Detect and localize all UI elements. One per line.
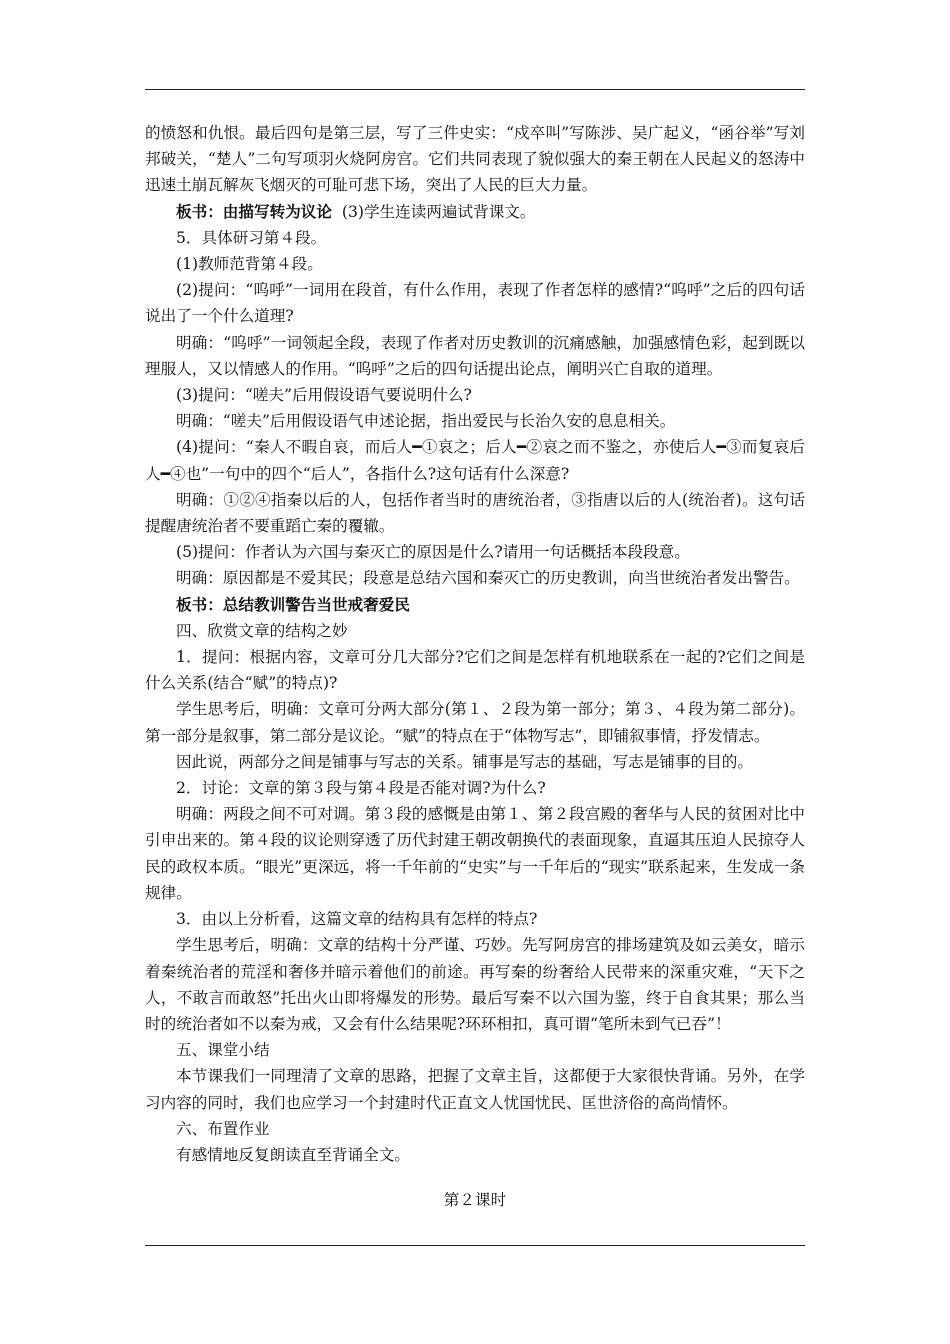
paragraph: 明确：原因都是不爱其民；段意是总结六国和秦灭亡的历史教训，向当世统治者发出警告。 — [176, 569, 800, 588]
paragraph: 明确：两段之间不可对调。第３段的感慨是由第１、第２段宫殿的奢华与人民的贫困对比中引申出来的。第４段的议论则穿透了历代封建王朝改朝换代的表面现象，直逼其压迫人民掠夺人民的政权本质。“眼光”更深远，将一千年前的“史实”与一千年后的“现实”联系起来，生发成一条规律。 — [145, 805, 805, 902]
header-rule — [145, 89, 805, 90]
section-heading: 五、课堂小结 — [176, 1041, 270, 1060]
board-note-label: 板书：由描写转为议论 — [176, 201, 332, 221]
lesson-period-label: 第２课时 — [443, 1191, 507, 1209]
paragraph: 3．由以上分析看，这篇文章的结构具有怎样的特点? — [176, 910, 538, 929]
paragraph: 明确：“嗟夫”后用假设语气申述论据，指出爱民与长治久安的息息相关。 — [176, 412, 676, 431]
paragraph: 本节课我们一同理清了文章的思路，把握了文章主旨，这都便于大家很快背诵。另外，在学习内容的同时，我们也应学习一个封建时代正直文人忧国忧民、匡世济俗的高尚情怀。 — [145, 1067, 805, 1112]
board-note-label: 板书：总结教训警告当世戒奢爱民 — [176, 594, 410, 614]
paragraph: (2)提问：“呜呼”一词用在段首，有什么作用，表现了作者怎样的感情?“呜呼”之后的四句话说出了一个什么道理? — [145, 281, 805, 326]
paragraph: 的愤怒和仇恨。最后四句是第三层，写了三件史实：“戍卒叫”写陈涉、吴广起义，“函谷举”写刘邦破关，“楚人”二句写项羽火烧阿房宫。它们共同表现了貌似强大的秦王朝在人民起义的怒涛中迅速土崩瓦解灰飞烟灭的可耻可悲下场，突出了人民的巨大力量。 — [145, 124, 805, 195]
paragraph: (1)教师范背第４段。 — [176, 255, 323, 274]
paragraph: 明确：①②④指秦以后的人，包括作者当时的唐统治者，③指唐以后的人(统治者)。这句话提醒唐统治者不要重蹈亡秦的覆辙。 — [145, 490, 805, 536]
paragraph-board-note: 板书：由描写转为议论 (3)学生连读两遍试背课文。 — [176, 201, 536, 221]
section-heading: 六、布置作业 — [176, 1119, 270, 1138]
paragraph: 5．具体研习第４段。 — [176, 228, 327, 247]
paragraph: 有感情地反复朗读直至背诵全文。 — [176, 1145, 410, 1164]
paragraph: (4)提问：“秦人不暇自哀，而后人━①哀之；后人━②哀之而不鉴之，亦使后人━③而复哀后人━④也”一句中的四个“后人”，各指什么?这句话有什么深意? — [145, 438, 805, 483]
paragraph: 2．讨论：文章的第３段与第４段是否能对调?为什么? — [176, 779, 546, 798]
paragraph: (3)提问：“嗟夫”后用假设语气要说明什么? — [176, 386, 472, 405]
paragraph: 因此说，两部分之间是铺事与写志的关系。铺事是写志的基础，写志是铺事的目的。 — [176, 752, 753, 771]
paragraph-board-note — [145, 592, 805, 618]
footer-rule — [145, 1245, 805, 1246]
paragraph: (5)提问：作者认为六国与秦灭亡的原因是什么?请用一句话概括本段段意。 — [176, 543, 690, 562]
section-heading: 四、欣赏文章的结构之妙 — [176, 621, 348, 640]
paragraph: 明确：“呜呼”一词领起全段，表现了作者对历史教训的沉痛感触，加强感情色彩，起到既以理服人，又以情感人的作用。“呜呼”之后的四句话提出论点，阐明兴亡自取的道理。 — [145, 333, 805, 378]
document-body — [145, 120, 805, 1168]
paragraph: 学生思考后，明确：文章可分两大部分(第１、２段为第一部分；第３、４段为第二部分)。第一部分是叙事，第二部分是议论。“赋”的特点在于“体物写志”，即铺叙事情，抒发情志。 — [145, 700, 805, 745]
paragraph: 学生思考后，明确：文章的结构十分严谨、巧妙。先写阿房宫的排场建筑及如云美女，暗示着秦统治者的荒淫和奢侈并暗示着他们的前途。再写秦的纷奢给人民带来的深重灾难，“天下之人，不敢言而敢怒”托出火山即将爆发的形势。最后写秦不以六国为鉴，终于自食其果；那么当时的统治者如不以秦为戒，又会有什么结果呢?环环相扣，真可谓“笔所未到气已吞”！ — [145, 936, 805, 1033]
paragraph: 1．提问：根据内容，文章可分几大部分?它们之间是怎样有机地联系在一起的?它们之间是什么关系(结合“赋”的特点)? — [145, 648, 805, 693]
